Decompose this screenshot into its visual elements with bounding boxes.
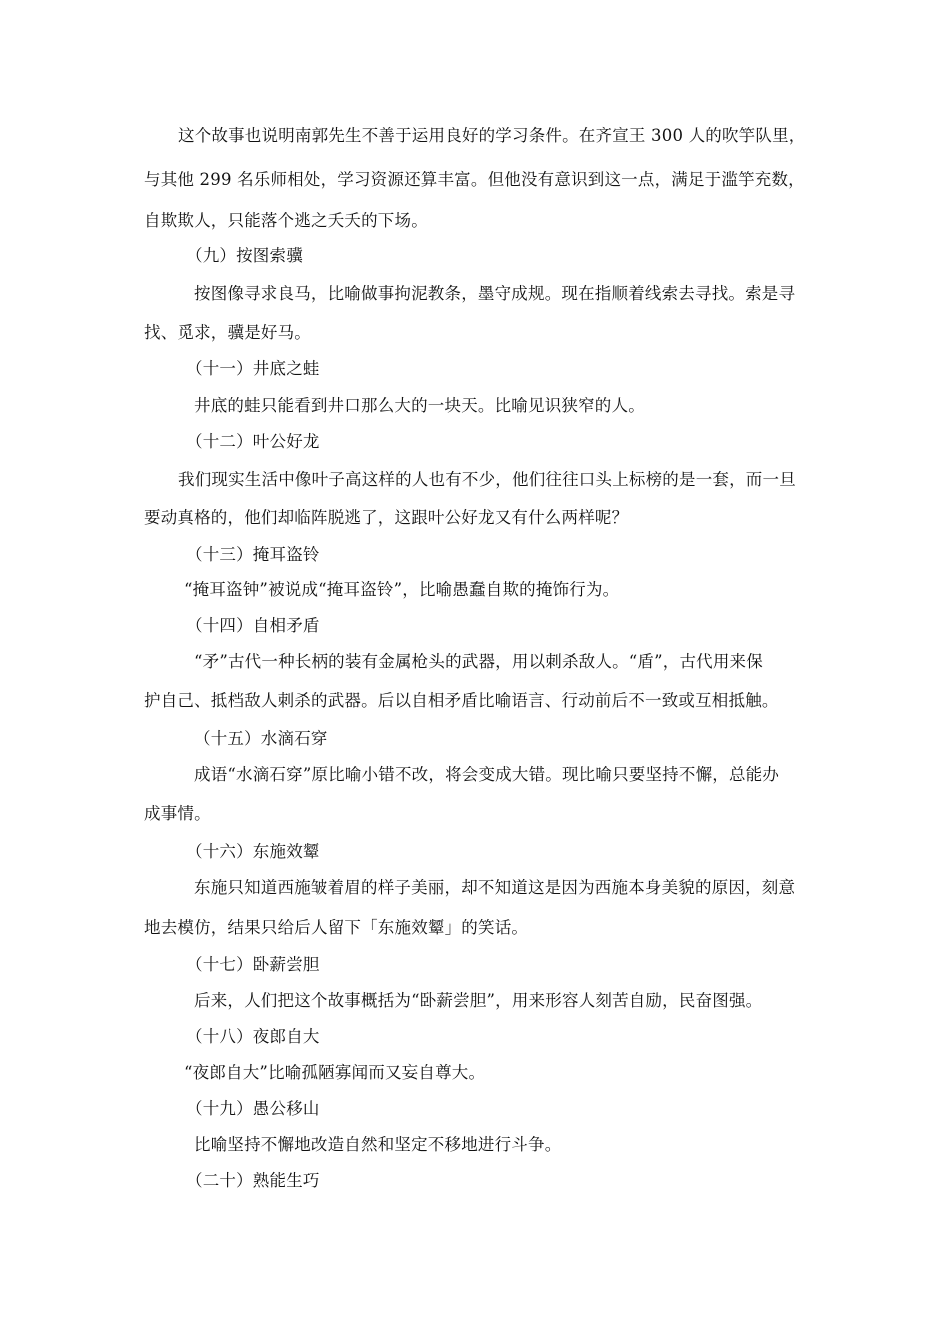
section-heading: （十九）愚公移山 — [186, 1099, 320, 1118]
paragraph-line: 井底的蛙只能看到井口那么大的一块天。比喻见识狭窄的人。 — [194, 396, 645, 415]
section-heading: （十八）夜郎自大 — [186, 1027, 320, 1046]
paragraph-line: 地去模仿，结果只给后人留下「东施效颦」的笑话。 — [144, 918, 529, 937]
paragraph-line: “矛”古代一种长柄的装有金属枪头的武器，用以刺杀敌人。“盾”，古代用来保 — [194, 652, 763, 671]
paragraph-line: 比喻坚持不懈地改造自然和坚定不移地进行斗争。 — [194, 1135, 562, 1154]
paragraph-line: “夜郎自大”比喻孤陋寡闻而又妄自尊大。 — [184, 1063, 486, 1082]
paragraph-line: 按图像寻求良马，比喻做事拘泥教条，墨守成规。现在指顺着线索去寻找。索是寻 — [194, 284, 796, 303]
paragraph-line: 与其他 299 名乐师相处，学习资源还算丰富。但他没有意识到这一点，满足于滥竽充数， — [144, 170, 805, 189]
section-heading: （九）按图索骥 — [186, 246, 303, 265]
paragraph-line: 东施只知道西施皱着眉的样子美丽，却不知道这是因为西施本身美貌的原因，刻意 — [194, 878, 796, 897]
paragraph-line: 成事情。 — [144, 804, 211, 823]
section-heading: （十一）井底之蛙 — [186, 359, 320, 378]
section-heading: （十二）叶公好龙 — [186, 432, 320, 451]
paragraph-line: 我们现实生活中像叶子高这样的人也有不少，他们往往口头上标榜的是一套，而一旦 — [178, 470, 796, 489]
section-heading: （十六）东施效颦 — [186, 842, 320, 861]
paragraph-line: “掩耳盗钟”被说成“掩耳盗铃”，比喻愚蠢自欺的掩饰行为。 — [184, 580, 620, 599]
section-heading: （十三）掩耳盗铃 — [186, 545, 320, 564]
section-heading: （十五）水滴石穿 — [194, 729, 328, 748]
paragraph-line: 护自己、抵档敌人刺杀的武器。后以自相矛盾比喻语言、行动前后不一致或互相抵触。 — [144, 691, 779, 710]
paragraph-line: 这个故事也说明南郭先生不善于运用良好的学习条件。在齐宣王 300 人的吹竽队里， — [178, 126, 806, 145]
paragraph-line: 后来，人们把这个故事概括为“卧薪尝胆”，用来形容人刻苦自励，民奋图强。 — [194, 991, 763, 1010]
paragraph-line: 自欺欺人，只能落个逃之夭夭的下场。 — [144, 211, 428, 230]
section-heading: （十四）自相矛盾 — [186, 616, 320, 635]
paragraph-line: 成语“水滴石穿”原比喻小错不改，将会变成大错。现比喻只要坚持不懈，总能办 — [194, 765, 780, 784]
paragraph-line: 找、觅求，骥是好马。 — [144, 323, 311, 342]
paragraph-line: 要动真格的，他们却临阵脱逃了，这跟叶公好龙又有什么两样呢？ — [144, 508, 629, 527]
section-heading: （十七）卧薪尝胆 — [186, 955, 320, 974]
section-heading: （二十）熟能生巧 — [186, 1171, 320, 1190]
